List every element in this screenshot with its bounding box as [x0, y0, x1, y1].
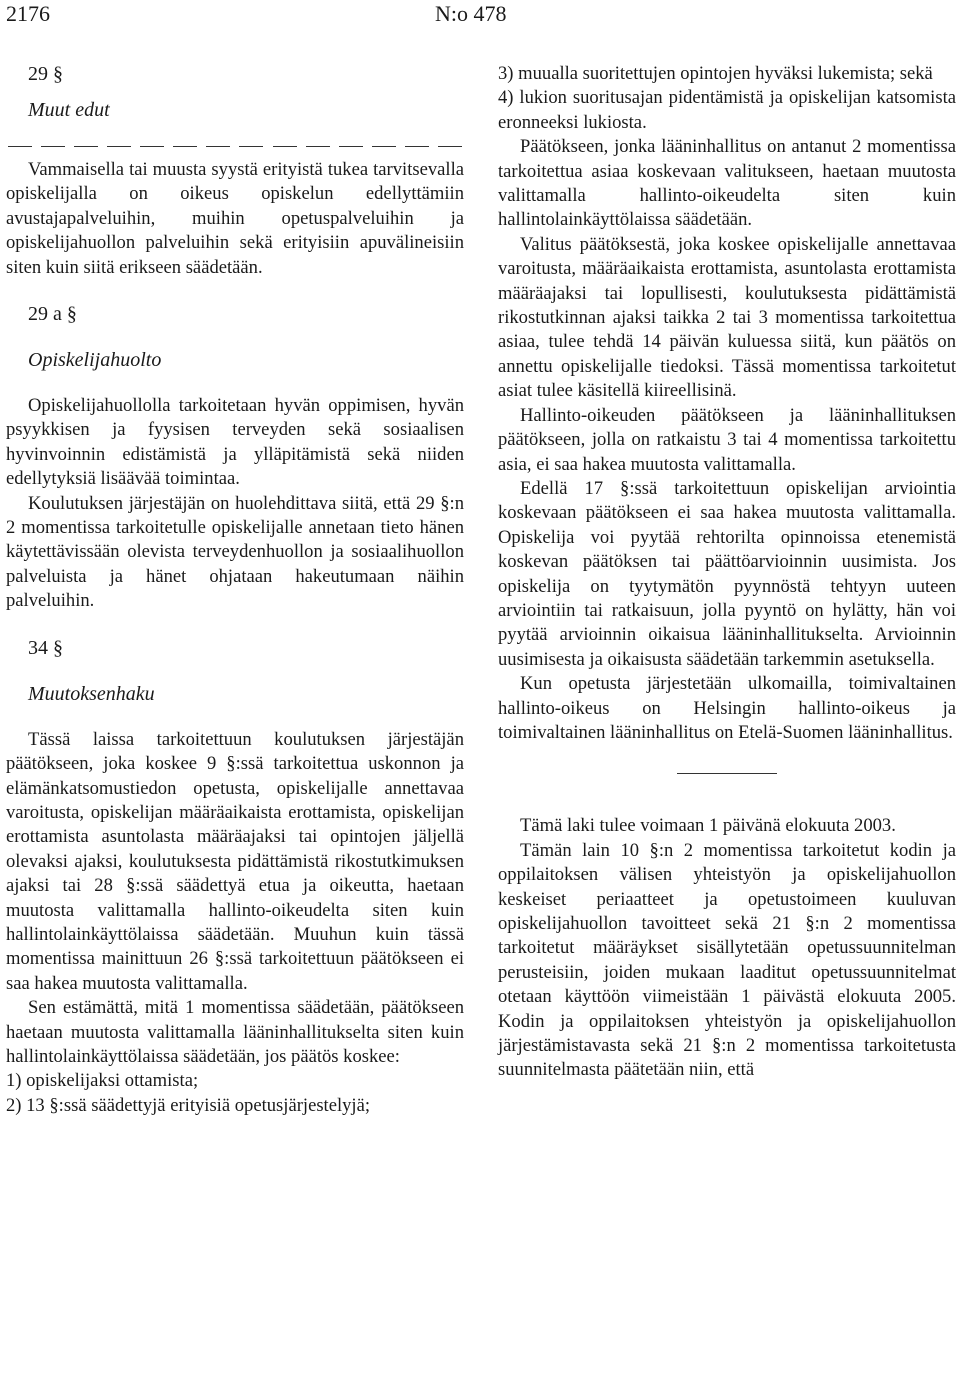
section-29a-paragraph-1: Opiskelijahuollolla tarkoitetaan hyvän oppimisen, hyvän psyykkisen ja fyysisen terveyden sekä sosiaalisen hyvinvoinnin edistämistä ja ylläpitämistä sekä niiden edellytyksiä lisäävää toimintaa. [6, 395, 464, 490]
section-34-title: Muutoksenhaku [28, 682, 155, 705]
page-number: 2176 [6, 1, 50, 26]
section-34-paragraph-7: Kun opetusta järjestetään ulkomailla, toimivaltainen hallinto-oikeus on Helsingin hallinto-oikeus ja toimivaltainen lääninhallitus on Etelä-Suomen lääninhallitus. [498, 673, 956, 743]
section-34-list-item-3: 3) muualla suoritettujen opintojen hyväksi lukemista; sekä [498, 63, 933, 84]
section-34-paragraph-4: Valitus päätöksestä, joka koskee opiskelijalle annettavaa varoitusta, määräaikaista erottamista, asuntolasta erottamista määräajaksi tai lopullisesti, koulutuksesta pidättämistä rikostutkinnan ajaksi taikka 2 tai 3 momentissa tarkoitettua asiaa, tulee tehdä 14 päivän kuluessa siitä, kun päätös on annettu opiskelijalle tiedoksi. Tässä momentissa tarkoitetut asiat tulee käsitellä kiireellisinä. [498, 233, 956, 402]
section-29-paragraph: Vammaisella tai muusta syystä erityistä tukea tarvitsevalla opiskelijalla on oikeus opiskelun edellyttämiin avustajapalveluihin, muihin opetuspalveluihin ja opiskelijahuollon palveluihin sekä erityisiin apuvälineisiin siten kuin siitä erikseen säädetään. [6, 159, 464, 278]
section-29-number: 29 § [28, 63, 63, 85]
section-34-list-item-2: 2) 13 §:ssä säädettyjä erityisiä opetusjärjestelyjä; [6, 1094, 371, 1116]
section-29a-title: Opiskelijahuolto [28, 349, 162, 372]
section-34-number: 34 § [28, 636, 63, 659]
transition-paragraph: Tämän lain 10 §:n 2 momentissa tarkoitetut kodin ja oppilaitoksen välisen yhteistyön ja opiskelijahuollon keskeiset periaatteet ja opetustoimeen kuuluvan opiskelijahuollon tavoitteet sekä 21 §:n 2 momentissa tarkoitetut määräykset sisällytetään opetussuunnitelman perusteisiin, joiden mukaan laaditut opetussuunnitelmat otetaan käyttöön viimeistään 1 päivästä elokuuta 2005. Kodin ja oppilaitoksen yhteistyön ja opiskelijahuollon järjestämistavasta sekä 21 §:n 2 momentissa tarkoitetusta suunnitelmasta päätetään niin, että [498, 839, 956, 1081]
left-column [6, 62, 464, 1118]
section-34-paragraph-6: Edellä 17 §:ssä tarkoitettuun opiskelijan arviointia koskevaan päätökseen ei saa hakea muutosta valittamalla. Opiskelija voi pyytää rehtorilta opinnoissa etenemistä koskevan päätöksen tai päättöarvioinnin uusimista. Jos opiskelija on tyytymätön pyynnöstä tehtyyn uuteen arviointiin tai ratkaisuun, jolla pyyntö on hylätty, hän voi pyytää arvioinnin oikaisua lääninhallitukselta. Arvioinnin uusimisesta ja oikaisusta säädetään tarkemmin asetuksella. [498, 477, 956, 670]
section-34-paragraph-5: Hallinto-oikeuden päätökseen ja lääninhallituksen päätökseen, jolla on ratkaistu 3 tai 4 momentissa tarkoitettu asia, ei saa hakea muutosta valittamalla. [498, 404, 956, 475]
section-29-title: Muut edut [28, 99, 110, 121]
section-29a-number: 29 a § [28, 303, 77, 326]
section-34-paragraph-2: Sen estämättä, mitä 1 momentissa säädetään, päätökseen haetaan muutosta valittamalla lääninhallitukselta siten kuin hallintolainkäyttölaissa säädetään, jos päätös koskee: [6, 997, 464, 1067]
right-column [498, 62, 956, 1083]
section-34-list-item-4: 4) lukion suoritusajan pidentämistä ja opiskelijan katsomista eronneeksi lukiosta. [498, 87, 956, 133]
page-header [0, 0, 960, 30]
section-34-paragraph-3: Päätökseen, jonka lääninhallitus on antanut 2 momentissa tarkoitettua asiaa koskevaan valitukseen, haetaan muutosta valittamalla hallinto-oikeudelta siten kuin hallintolainkäyttölaissa säädetään. [498, 136, 956, 231]
section-34-paragraph-1: Tässä laissa tarkoitettuun koulutuksen järjestäjän päätökseen, joka koskee 9 §:ssä tarkoitettua uskonnon ja elämänkatsomustiedon opetusta, opiskelijalle annettavaa varoitusta, opiskelijan määräaikaista erottamista, opiskelijan erottamista asuntolasta määräajaksi tai opintojen jäljellä olevaksi ajaksi, koulutuksesta pidättämistä rikostutkimuksen ajaksi tai 28 §:ssä säädettyä etua ja oikeutta, haetaan muutosta valittamalla hallinto-oikeudelta siten kuin hallintolainkäyttölaissa säädetään. Muuhun kuin tässä momentissa mainittuun 26 §:ssä tarkoitettuun päätökseen ei saa hakea muutosta valittamalla. [6, 728, 464, 994]
section-34-list-item-1: 1) opiskelijaksi ottamista; [6, 1070, 199, 1092]
section-29a-paragraph-2: Koulutuksen järjestäjän on huolehdittava siitä, että 29 §:n 2 momentissa tarkoitetulle opiskelijalle annetaan tieto hänen käytettävissään olevista terveydenhuollon ja sosiaalihuollon palveluista ja hänet ohjataan hakeutumaan näihin palveluihin. [6, 492, 464, 612]
issue-number: N:o 478 [435, 1, 507, 26]
entry-into-force-paragraph: Tämä laki tulee voimaan 1 päivänä elokuuta 2003. [520, 815, 896, 837]
omission-dashes [6, 134, 464, 158]
